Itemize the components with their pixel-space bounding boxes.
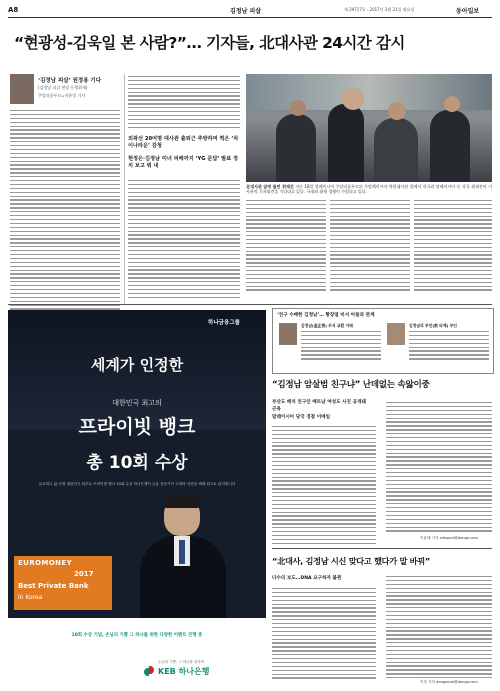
issue-info: 제 29717호 · 2017년 2월 21일 월요일 — [344, 7, 415, 12]
main-headline: “현광성-김욱일 본 사람?”… 기자들, 北대사관 24시간 감시 — [14, 34, 405, 52]
person1-photo — [279, 323, 297, 345]
interview-title: ‘김정남 피살’ 원정용 기다 — [38, 78, 102, 84]
person2-photo — [387, 323, 405, 345]
story3-headline: “北대사, 김정남 시신 맞다고 했다가 말 바꿔” — [272, 556, 430, 566]
header-rule — [8, 17, 492, 18]
story2-body-left — [272, 426, 376, 547]
badge-subtitle: in Korea — [18, 594, 43, 601]
section-rule-1 — [8, 304, 492, 305]
ad-model-photo — [136, 496, 230, 618]
interview-byline: (김정남 피살 현장 동행취재) — [38, 85, 88, 90]
ad-footer-text: 10회 수상 기념, 손님의 기쁨 그 하나를 위한 다양한 이벤트 진행 중 — [71, 633, 203, 638]
middle-body-bottom — [128, 180, 240, 301]
ad-logo-tagline: 손님의 기쁨, 그 하나를 위하여 — [158, 660, 205, 664]
photo-caption — [246, 184, 492, 195]
subheadline-2: 현정은·김정남 미녀 피해까지 ‘YG 문답’ 발표 정치 보고 뭐 내 — [128, 156, 238, 169]
story2-subheadline: 부산도 배치 친구인 베트남 여성도 사진 공개돼 곤욕 — [272, 400, 366, 412]
story3-body-left — [272, 588, 376, 681]
interview-body — [10, 110, 120, 336]
subheadline-1: 외곽선 20여명 대사관 출퇴근 추방하며 찍은 ‘차이나타운’ 감청 — [128, 136, 239, 149]
middle-body-top — [128, 76, 240, 130]
person2-text — [409, 331, 489, 362]
story2-byline: 이윤태 기자 oldsport@donga.com — [420, 536, 479, 540]
story3-subheadline: 다수의 보도…DNA 요구하자 불편 — [272, 576, 342, 581]
hana-advertisement — [8, 310, 266, 686]
page-number: A8 — [8, 6, 19, 14]
photo-caption-text: 지난 18일 말레이시아 쿠알라룸푸르의 주말레이시아 북한대사관 앞에서 한국과 말레이시아 등 각국 취재진이 기사관의 기자회견을 기다리고 있다. 국내외 취재 경쟁이 가열되고 있다. — [246, 184, 492, 195]
ad-award: 총 10회 수상 — [86, 453, 188, 473]
ad-description: 유로머니 誌 선정 대한민국 최우수 프라이빗 뱅크 10회 수상 하나은행이 금융 전문가가 고객의 자산을 세계 최고로 관리합니다 — [38, 482, 236, 486]
person2-label: 김정남의 부인(前 타계) 부인 — [409, 323, 457, 328]
section-rule-2 — [272, 548, 492, 549]
center-body — [246, 200, 326, 293]
ad-title: 세계가 인정한 — [90, 356, 184, 374]
story2-subheadline-2: 말레이시아 당국 경찰 이메일 — [272, 415, 331, 420]
right-body-top — [414, 200, 492, 293]
badge-title: Best Private Bank — [18, 582, 89, 590]
story3-byline: 이찬 기자 dongaone@donga.com — [420, 680, 478, 684]
ad-subtitle: 대한민국 최고의 — [112, 399, 162, 407]
page-header — [8, 6, 492, 16]
newspaper-name: 동아일보 — [456, 8, 480, 15]
interview-box — [10, 74, 120, 106]
badge-year: 2017 — [74, 570, 94, 578]
story2-body-right — [386, 402, 492, 534]
reporter-photo — [10, 74, 34, 104]
ad-bank: 프라이빗 뱅크 — [78, 416, 196, 438]
relationship-box — [272, 308, 494, 374]
center-body-2 — [330, 200, 410, 293]
badge-brand: EUROMONEY — [18, 559, 73, 567]
interview-reporter: 쿠알라룸푸르=이윤정 기자 — [38, 93, 86, 98]
keb-logo-icon — [144, 666, 154, 676]
section-title: 김정남 피살 — [230, 8, 262, 15]
ad-brand: 하나금융그룹 — [208, 320, 240, 326]
column-divider-1 — [124, 74, 125, 304]
photo-caption-title: 北대사관 앞에 몰린 취재진 — [246, 184, 294, 189]
ad-footer — [8, 618, 266, 686]
news-photo — [246, 74, 492, 182]
relationship-title: ‘친구 수배한 김정남’… 황장엽 비서 아들과 관계 — [277, 313, 375, 318]
euromoney-badge — [14, 556, 112, 610]
person1-text — [301, 331, 381, 362]
keb-logo: KEB 하나은행 — [158, 667, 210, 676]
story2-headline: “김정남 암살범 친구냐” 난데없는 속앓이중 — [272, 380, 430, 390]
story3-body-right — [386, 576, 492, 681]
person1-label: 김정남(金正男) 주식 교환 거래 — [301, 323, 353, 328]
